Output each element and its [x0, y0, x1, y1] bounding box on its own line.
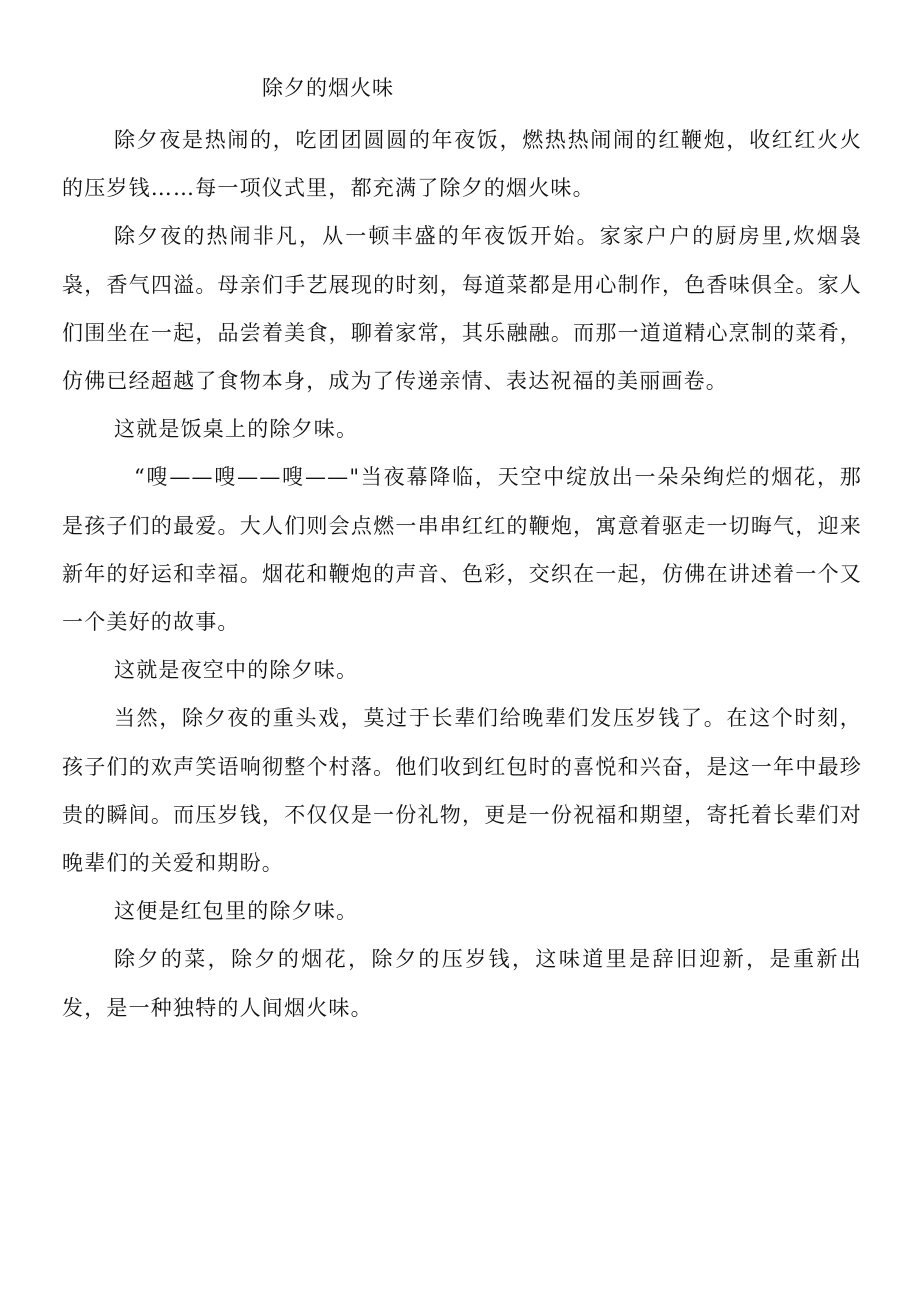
- paragraph-dinner-summary: 这就是饭桌上的除夕味。: [114, 417, 359, 442]
- paragraph-conclusion: 除夕的菜，除夕的烟花，除夕的压岁钱，这味道里是辞旧迎新，是重新出发，是一种独特的人间烟火味。: [62, 947, 862, 1020]
- paragraph-red-envelope-summary: 这便是红包里的除夕味。: [114, 899, 359, 924]
- document-body: [62, 116, 862, 1032]
- paragraph-fireworks: “嗖——嗖——嗖——"当夜幕降临，天空中绽放出一朵朵绚烂的烟花，那是孩子们的最爱。大人们则会点燃一串串红红的鞭炮，寓意着驱走一切晦气，迎来新年的好运和幸福。烟花和鞭炮的声音、色彩，交织在一起，仿佛在讲述着一个又一个美好的故事。: [62, 465, 862, 635]
- paragraph-dinner: 除夕夜的热闹非凡，从一顿丰盛的年夜饭开始。家家户户的厨房里,炊烟袅袅，香气四溢。母亲们手艺展现的时刻，每道菜都是用心制作，色香味俱全。家人们围坐在一起，品尝着美食，聊着家常，其乐融融。而那一道道精心烹制的菜肴，仿佛已经超越了食物本身，成为了传递亲情、表达祝福的美丽画卷。: [62, 224, 862, 394]
- paragraph-intro: 除夕夜是热闹的，吃团团圆圆的年夜饭，燃热热闹闹的红鞭炮，收红红火火的压岁钱……每一项仪式里，都充满了除夕的烟火味。: [62, 128, 862, 201]
- document-title: 除夕的烟火味: [262, 76, 394, 100]
- paragraph-fireworks-summary: 这就是夜空中的除夕味。: [114, 658, 359, 683]
- paragraph-red-envelope: 当然，除夕夜的重头戏，莫过于长辈们给晚辈们发压岁钱了。在这个时刻，孩子们的欢声笑语响彻整个村落。他们收到红包时的喜悦和兴奋，是这一年中最珍贵的瞬间。而压岁钱，不仅仅是一份礼物，更是一份祝福和期望，寄托着长辈们对晚辈们的关爱和期盼。: [62, 706, 862, 876]
